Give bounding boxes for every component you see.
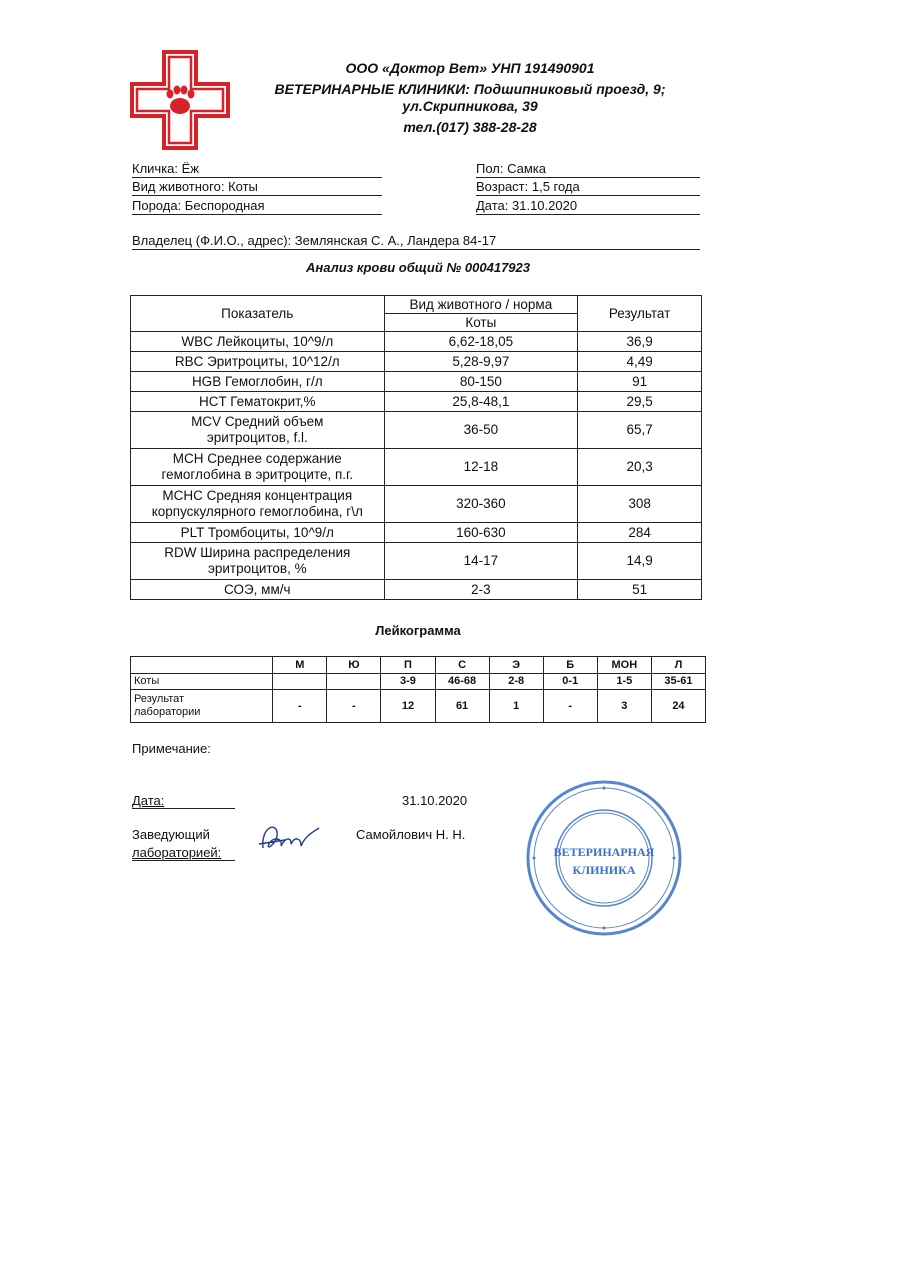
leuko-norm-cell: 3-9 (381, 674, 435, 690)
indicator-cell (131, 392, 385, 412)
leuko-header-cell: Б (543, 657, 597, 674)
indicator-line-1: RBC Эритроциты, 10^12/л (174, 353, 340, 369)
leuko-header-cell: Э (489, 657, 543, 674)
indicator-line-1: MCH Среднее содержание (172, 451, 342, 466)
leuko-norm-cell (327, 674, 381, 690)
norm-cell: 160-630 (384, 523, 578, 543)
indicator-line-1: WBC Лейкоциты, 10^9/л (181, 333, 334, 349)
leuko-result-cell: 12 (381, 690, 435, 723)
result-cell: 29,5 (578, 392, 702, 412)
norm-cell: 5,28-9,97 (384, 352, 578, 372)
indicator-line-1: MCV Средний объем (191, 414, 324, 429)
leuko-header-cell: П (381, 657, 435, 674)
analysis-row (131, 523, 702, 543)
analysis-row (131, 412, 702, 449)
indicator-line-2: корпускулярного гемоглобина, г\л (151, 504, 363, 519)
indicator-cell (131, 412, 385, 449)
leuko-header-cell: Л (651, 657, 705, 674)
result-cell: 36,9 (578, 332, 702, 352)
indicator-cell (131, 372, 385, 392)
leuko-result-label-2: лаборатории (134, 706, 201, 718)
blood-analysis-table (130, 295, 702, 600)
signature (255, 818, 325, 862)
leuko-norm-cell: 46-68 (435, 674, 489, 690)
header-indicator: Показатель (131, 296, 385, 332)
leuko-header-cell: МОН (597, 657, 651, 674)
leuko-header-cell (131, 657, 273, 674)
clinic-address: ВЕТЕРИНАРНЫЕ КЛИНИКИ: Подшипниковый проезд, 9; (274, 81, 666, 97)
pet-breed: Порода: Беспородная (132, 197, 382, 215)
result-cell: 4,49 (578, 352, 702, 372)
leuko-header-cell: Ю (327, 657, 381, 674)
leuko-norm-cell: Коты (131, 674, 273, 690)
head-label-2-text: лабораторией: (132, 845, 222, 860)
leuko-norm-cell: 35-61 (651, 674, 705, 690)
leuko-result-cell: - (273, 690, 327, 723)
analysis-row (131, 580, 702, 600)
note-label: Примечание: (132, 741, 211, 756)
result-cell: 308 (578, 486, 702, 523)
owner-info: Владелец (Ф.И.О., адрес): Землянская С. А., Ландера 84-17 (132, 232, 700, 250)
result-cell: 14,9 (578, 543, 702, 580)
header-norm: Вид животного / норма (384, 296, 578, 314)
analysis-row (131, 332, 702, 352)
indicator-line-1: HCT Гематокрит,% (198, 393, 316, 409)
pet-name: Кличка: Ёж (132, 160, 382, 178)
leuko-norm-cell: 2-8 (489, 674, 543, 690)
clinic-logo (130, 50, 230, 150)
indicator-line-2: эритроцитов, f.l. (206, 430, 308, 445)
indicator-cell (131, 580, 385, 600)
date-label-text: Дата: (132, 793, 165, 808)
leuko-header-cell: С (435, 657, 489, 674)
company-name: ООО «Доктор Вет» УНП 191490901 (345, 60, 595, 76)
result-cell: 91 (578, 372, 702, 392)
analysis-row (131, 486, 702, 523)
indicator-cell (131, 543, 385, 580)
analysis-row (131, 352, 702, 372)
exam-date: Дата: 31.10.2020 (476, 197, 700, 215)
indicator-line-2: гемоглобина в эритроците, п.г. (161, 467, 354, 482)
pet-sex: Пол: Самка (476, 160, 700, 178)
clinic-phone: тел.(017) 388-28-28 (403, 119, 537, 135)
indicator-line-1: MCHC Средняя концентрация (162, 488, 353, 503)
head-label-2 (132, 845, 235, 861)
norm-cell: 36-50 (384, 412, 578, 449)
clinic-address-2: ул.Скрипникова, 39 (402, 98, 538, 114)
header-result: Результат (578, 296, 702, 332)
indicator-cell (131, 449, 385, 486)
indicator-line-1: PLT Тромбоциты, 10^9/л (180, 524, 334, 540)
pet-age: Возраст: 1,5 года (476, 178, 700, 196)
analysis-row (131, 392, 702, 412)
stamp-text-1: ВЕТЕРИНАРНАЯ (553, 845, 655, 859)
date-value: 31.10.2020 (402, 793, 468, 808)
leuko-result-label-1: Результат (134, 693, 185, 705)
head-name: Самойлович Н. Н. (356, 827, 466, 842)
leuko-norm-cell (273, 674, 327, 690)
result-cell: 284 (578, 523, 702, 543)
norm-cell: 25,8-48,1 (384, 392, 578, 412)
indicator-line-1: HGB Гемоглобин, г/л (191, 373, 323, 389)
leuko-result-cell: - (327, 690, 381, 723)
leuko-result-cell: 24 (651, 690, 705, 723)
indicator-cell (131, 523, 385, 543)
date-label (132, 793, 235, 809)
paw-icon (167, 86, 195, 115)
analysis-row (131, 372, 702, 392)
leuko-result-cell: - (543, 690, 597, 723)
result-cell: 51 (578, 580, 702, 600)
head-label-1: Заведующий (132, 827, 210, 842)
result-cell: 20,3 (578, 449, 702, 486)
leuko-result-cell: 3 (597, 690, 651, 723)
leuko-header-cell: М (273, 657, 327, 674)
indicator-cell (131, 332, 385, 352)
indicator-cell (131, 352, 385, 372)
clinic-stamp (524, 778, 684, 938)
pet-species: Вид животного: Коты (132, 178, 382, 196)
leuko-result-cell: 61 (435, 690, 489, 723)
leuko-result-label (131, 690, 273, 723)
indicator-line-1: RDW Ширина распределения (164, 545, 351, 560)
leukogram-title: Лейкограмма (375, 623, 461, 638)
norm-cell: 12-18 (384, 449, 578, 486)
indicator-line-2: эритроцитов, % (207, 561, 307, 576)
norm-cell: 6,62-18,05 (384, 332, 578, 352)
analysis-row (131, 449, 702, 486)
indicator-line-1: СОЭ, мм/ч (224, 581, 291, 597)
header-species: Коты (384, 314, 578, 332)
analysis-row (131, 543, 702, 580)
norm-cell: 80-150 (384, 372, 578, 392)
leuko-result-cell: 1 (489, 690, 543, 723)
leuko-norm-cell: 1-5 (597, 674, 651, 690)
result-cell: 65,7 (578, 412, 702, 449)
norm-cell: 14-17 (384, 543, 578, 580)
stamp-text-2: КЛИНИКА (572, 863, 636, 877)
leuko-norm-cell: 0-1 (543, 674, 597, 690)
indicator-cell (131, 486, 385, 523)
norm-cell: 320-360 (384, 486, 578, 523)
norm-cell: 2-3 (384, 580, 578, 600)
analysis-title: Анализ крови общий № 000417923 (306, 260, 530, 275)
leukogram-table (130, 656, 706, 723)
